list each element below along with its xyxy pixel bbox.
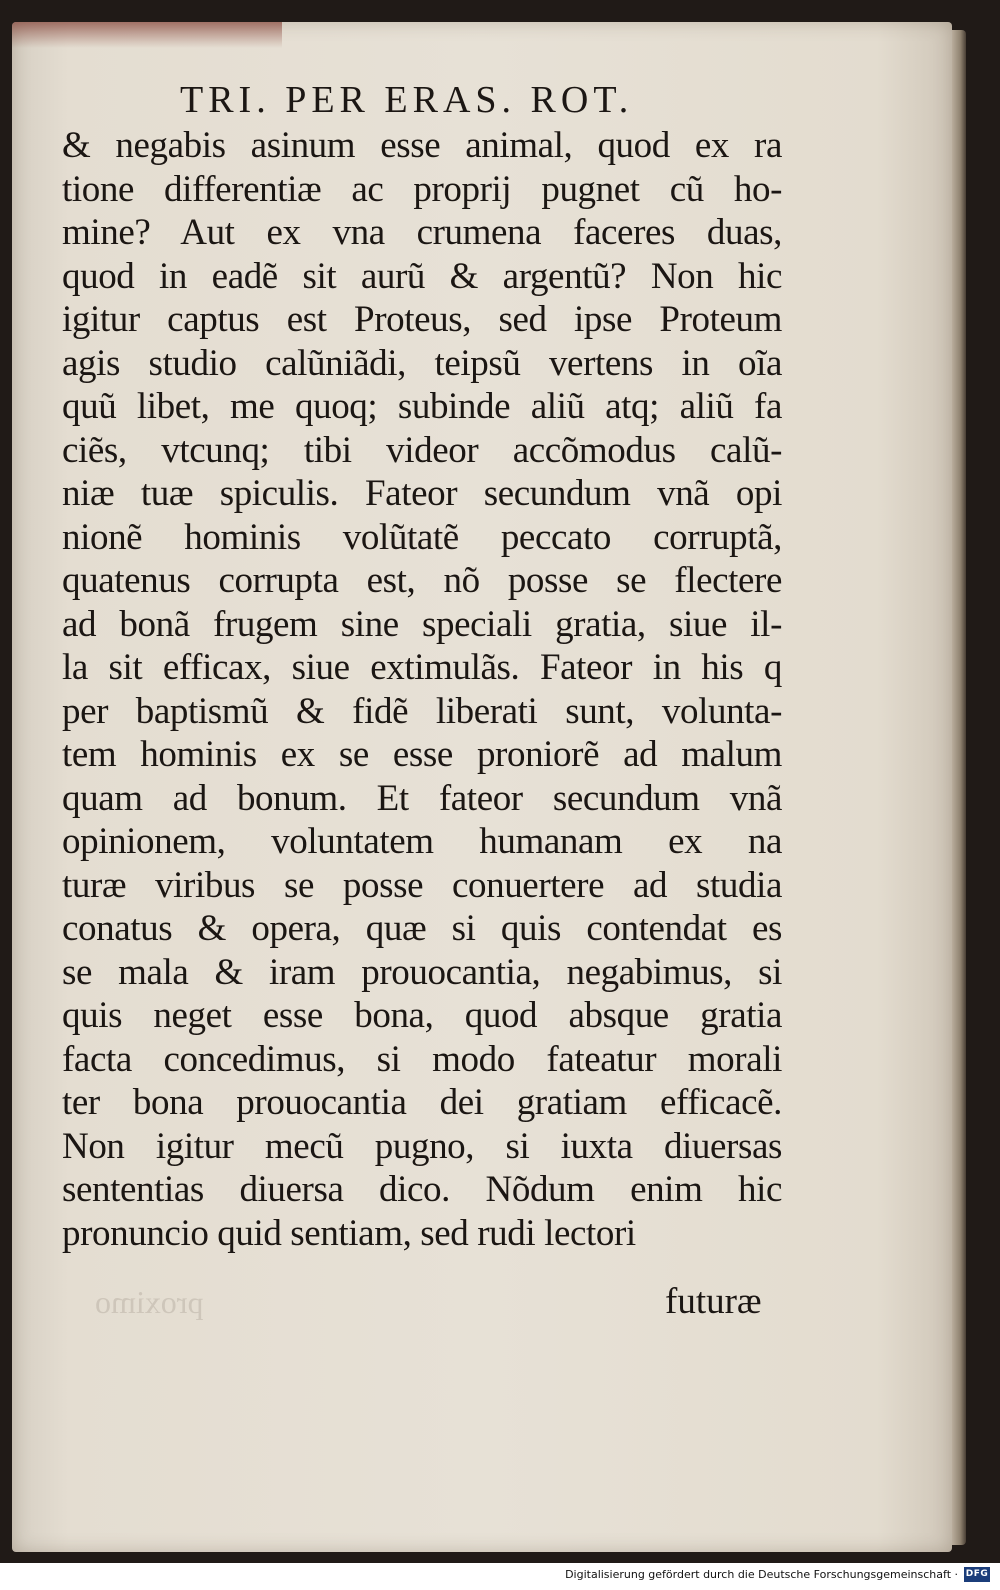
text-line: quod in eadẽ sit aurũ & argentũ? Non hic [62, 255, 782, 297]
text-line: & negabis asinum esse animal, quod ex ra [62, 125, 782, 166]
text-line: Non igitur mecũ pugno, si iuxta diuersas [62, 1125, 782, 1167]
digitization-credit: Digitalisierung gefördert durch die Deutsche Forschungsgemeinschaft · [565, 1568, 958, 1581]
text-line: quũ libet, me quoq; subinde aliũ atq; aliũ fa [62, 386, 782, 427]
page-edge [952, 30, 966, 1545]
text-line: opinionem, voluntatem humanam ex na [62, 821, 782, 862]
catchword: futuræ [665, 1281, 762, 1322]
text-line: tem hominis ex se esse proniorẽ ad malum [62, 734, 782, 775]
text-line: pronuncio quid sentiam, sed rudi lectori [62, 1212, 636, 1254]
text-line: agis studio calũniãdi, teipsũ vertens in oĩa [62, 342, 782, 384]
text-block [62, 124, 782, 1255]
page-stain [12, 22, 282, 48]
text-line: igitur captus est Proteus, sed ipse Proteum [62, 299, 782, 340]
text-line: se mala & iram prouocantia, negabimus, si [62, 951, 782, 993]
text-line: quatenus corrupta est, nõ posse se flectere [62, 560, 782, 601]
text-line: tione differentiæ ac proprij pugnet cũ ho- [62, 168, 782, 210]
running-head: TRI. PER ERAS. ROT. [180, 79, 634, 121]
text-line: facta concedimus, si modo fateatur morali [62, 1038, 782, 1080]
text-line: ter bona prouocantia dei gratiam efficacẽ. [62, 1082, 782, 1123]
text-line: quam ad bonum. Et fateor secundum vnã [62, 777, 782, 819]
text-line: per baptismũ & fidẽ liberati sunt, volunta- [62, 690, 782, 732]
text-line: sententias diuersa dico. Nõdum enim hic [62, 1169, 782, 1210]
text-line: conatus & opera, quæ si quis contendat es [62, 908, 782, 949]
text-line: niæ tuæ spiculis. Fateor secundum vnã opi [62, 473, 782, 514]
bleed-through-text: proximo [95, 1284, 204, 1320]
dfg-logo-icon: DFG [964, 1567, 990, 1582]
text-line: quis neget esse bona, quod absque gratia [62, 995, 782, 1036]
text-line: ad bonã frugem sine speciali gratia, siue il- [62, 603, 782, 645]
text-line: mine? Aut ex vna crumena faceres duas, [62, 212, 782, 253]
text-line: la sit efficax, siue extimulãs. Fateor in his q [62, 647, 782, 688]
text-line: nionẽ hominis volũtatẽ peccato corruptã, [62, 516, 782, 558]
text-line: ciẽs, vtcunq; tibi videor accõmodus calũ- [62, 429, 782, 471]
text-line: turæ viribus se posse conuertere ad studia [62, 864, 782, 906]
